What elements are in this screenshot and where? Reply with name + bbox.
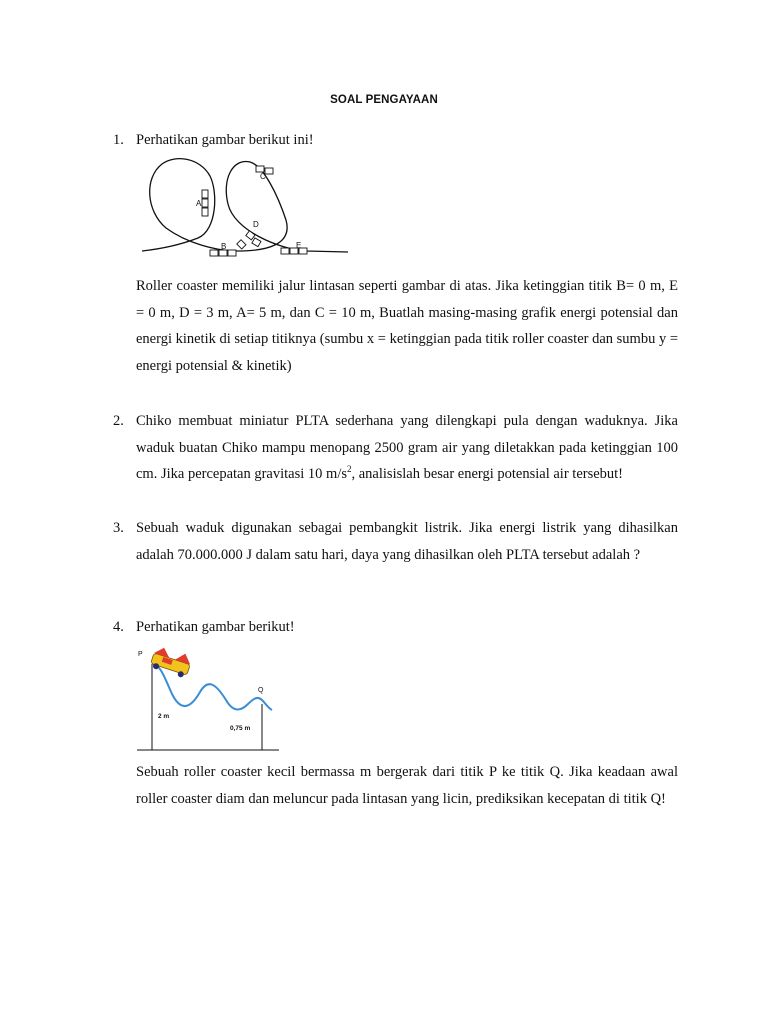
question-3-number: 3.	[113, 520, 124, 536]
label-q: Q	[258, 687, 264, 694]
question-2-number: 2.	[113, 413, 124, 429]
question-2-text: Chiko membuat miniatur PLTA sederhana yang dilengkapi pula dengan waduknya. Jika waduk buatan Chiko mampu menopang 2500 gram air yang diletakkan pada ketinggian 100 cm. Jika percepatan gravitasi 10 $m/s^2$, analisislah besar energi potensial air tersebut!	[136, 413, 678, 482]
question-3-text: Sebuah waduk digunakan sebagai pembangkit listrik. Jika energi listrik yang dihasilkan adalah 70.000.000 J dalam satu hari, daya yang dihasilkan oleh PLTA tersebut adalah ?	[136, 520, 678, 563]
question-1-text: Roller coaster memiliki jalur lintasan seperti gambar di atas. Jika ketinggian titik B= 0 m, E = 0 m, D = 3 m, A= 5 m, dan C = 10 m, Buatlah masing-masing grafik energi potensial dan energi kinetik di setiap titiknya (sumbu x = ketinggian pada titik roller coaster dan sumbu y = energi potensial & kinetik)	[136, 278, 679, 374]
label-d: D	[253, 220, 259, 229]
wave-track	[152, 664, 272, 710]
roller-coaster-car	[149, 646, 193, 679]
car-at-d	[246, 231, 255, 240]
question-1-prompt: Perhatikan gambar berikut ini!	[136, 132, 314, 148]
roller-coaster-wave-figure	[134, 646, 284, 754]
question-4-text: Sebuah roller coaster kecil bermassa m bergerak dari titik P ke titik Q. Jika keadaan awal roller coaster diam dan meluncur pada lintasan yang licin, prediksikan kecepatan di titik Q!	[136, 764, 678, 807]
car-at-a	[202, 190, 208, 198]
car-at-e	[281, 248, 289, 254]
roller-coaster-loops-figure	[138, 156, 354, 264]
label-e: E	[296, 241, 302, 250]
label-height-075m: 0,75 m	[230, 725, 251, 732]
car-at-a	[202, 199, 208, 207]
label-b: B	[221, 242, 227, 251]
label-a: A	[196, 199, 202, 208]
left-loop-track	[142, 159, 238, 251]
right-loop-track	[226, 162, 348, 252]
question-4-prompt: Perhatikan gambar berikut!	[136, 619, 295, 635]
car-at-c	[265, 168, 273, 174]
label-p: P	[138, 651, 143, 658]
label-c: C	[260, 172, 266, 181]
car-at-d	[237, 240, 246, 249]
car-at-b	[210, 250, 218, 256]
page-title: SOAL PENGAYAAN	[330, 94, 438, 106]
car-at-d	[252, 238, 261, 247]
question-1-number: 1.	[113, 132, 124, 148]
label-height-2m: 2 m	[158, 713, 170, 720]
car-at-b	[228, 250, 236, 256]
car-at-a	[202, 208, 208, 216]
question-4-number: 4.	[113, 619, 124, 635]
